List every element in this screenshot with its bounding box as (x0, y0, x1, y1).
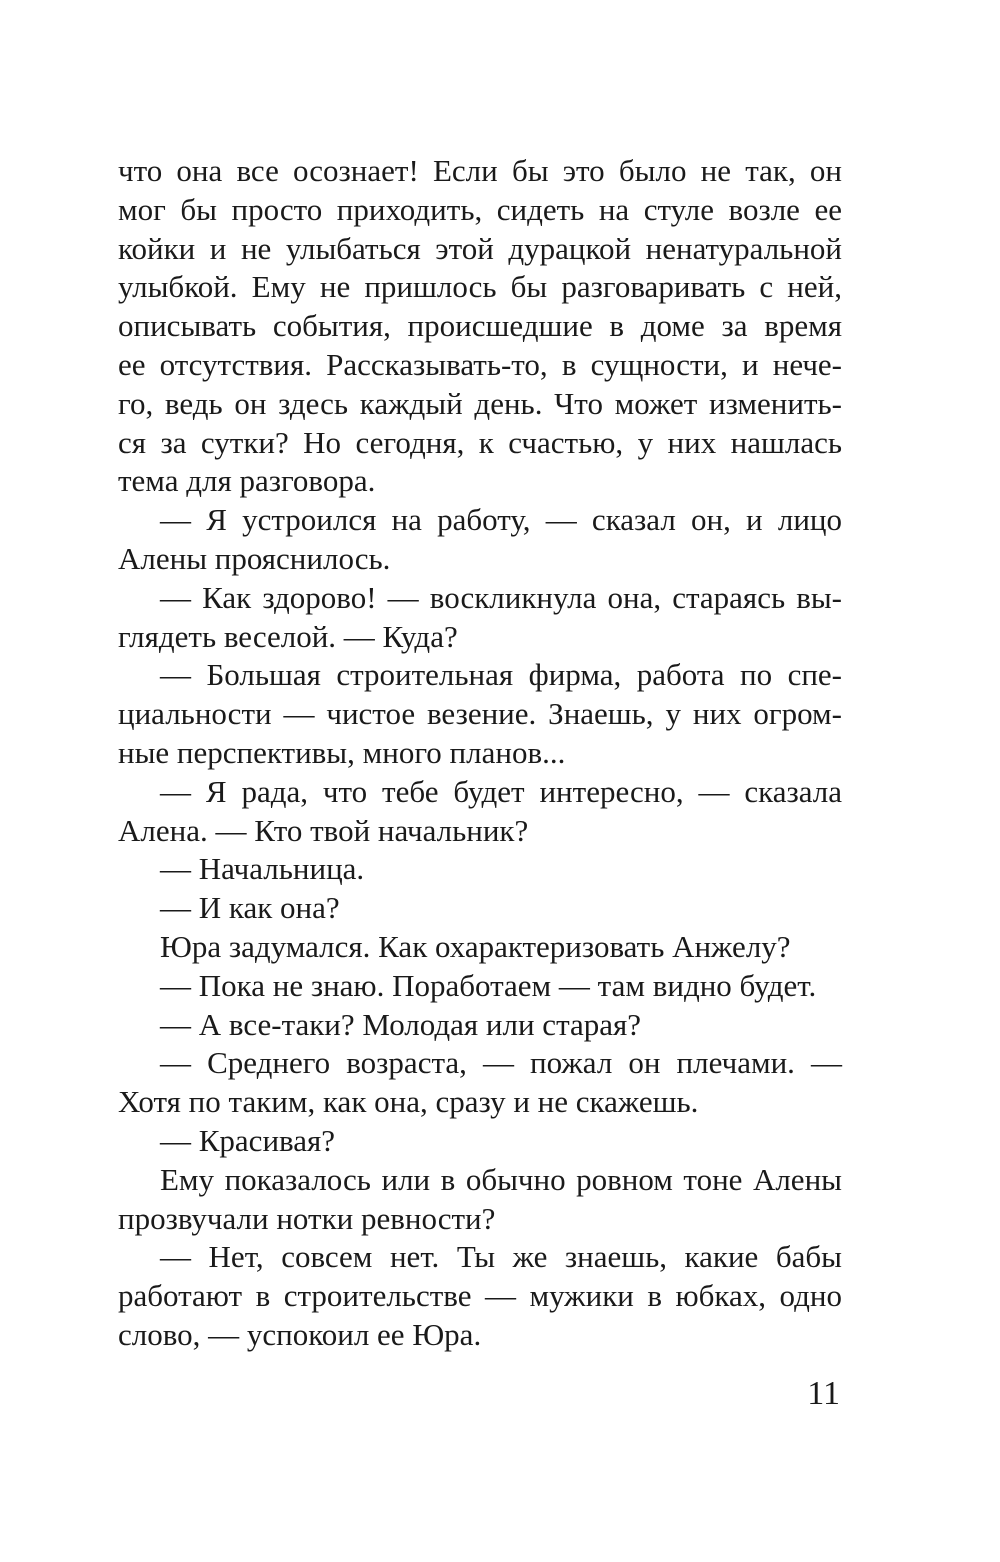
text-line: — Нет, совсем нет. Ты же знаешь, какие бабы (160, 1239, 842, 1275)
text-line: Ему показалось или в обычно ровном тоне Алены (160, 1161, 842, 1197)
page-number: 11 (807, 1375, 840, 1412)
text-line: — И как она? (160, 890, 340, 926)
text-line: — Пока не знаю. Поработаем — там видно будет. (160, 967, 817, 1003)
text-line: тема для разговора. (118, 463, 376, 499)
text-line: ные перспективы, много планов... (118, 734, 566, 770)
text-line: — Как здорово! — воскликнула она, стараясь вы- (160, 579, 842, 615)
text-line: описывать события, происшедшие в доме за время (118, 308, 842, 344)
text-line: — Начальница. (160, 851, 365, 887)
text-line: слово, — успокоил ее Юра. (118, 1316, 482, 1352)
text-line: Хотя по таким, как она, сразу и не скажешь. (118, 1084, 699, 1120)
text-line: — Среднего возраста, — пожал он плечами. — (160, 1045, 842, 1081)
text-line: — Красивая? (160, 1122, 336, 1158)
text-line: Алены прояснилось. (118, 540, 391, 576)
text-line: ее отсутствия. Рассказывать-то, в сущности, и нече- (118, 346, 842, 382)
text-line: циальности — чистое везение. Знаешь, у них огром- (118, 696, 842, 732)
text-line: Алена. — Кто твой начальник? (118, 812, 529, 848)
text-line: — Я рада, что тебе будет интересно, — сказала (160, 773, 842, 809)
text-line: прозвучали нотки ревности? (118, 1200, 496, 1236)
text-line: — А все-таки? Молодая или старая? (160, 1006, 642, 1042)
text-line: глядеть веселой. — Куда? (118, 618, 458, 654)
text-line: работают в строительстве — мужики в юбках, одно (118, 1278, 842, 1314)
text-line: го, ведь он здесь каждый день. Что может изменить- (118, 385, 842, 421)
text-line: — Я устроился на работу, — сказал он, и лицо (160, 502, 842, 538)
text-line: койки и не улыбаться этой дурацкой ненатуральной (118, 230, 842, 266)
text-line: мог бы просто приходить, сидеть на стуле возле ее (118, 191, 842, 227)
text-line: — Большая строительная фирма, работа по спе- (160, 657, 842, 693)
text-line: улыбкой. Ему не пришлось бы разговаривать с ней, (118, 269, 842, 305)
text-line: что она все осознает! Если бы это было не так, он (118, 153, 842, 188)
text-line: Юра задумался. Как охарактеризовать Анжелу? (160, 928, 791, 964)
text-line: ся за сутки? Но сегодня, к счастью, у них нашлась (118, 424, 842, 460)
body-text (118, 152, 842, 1355)
